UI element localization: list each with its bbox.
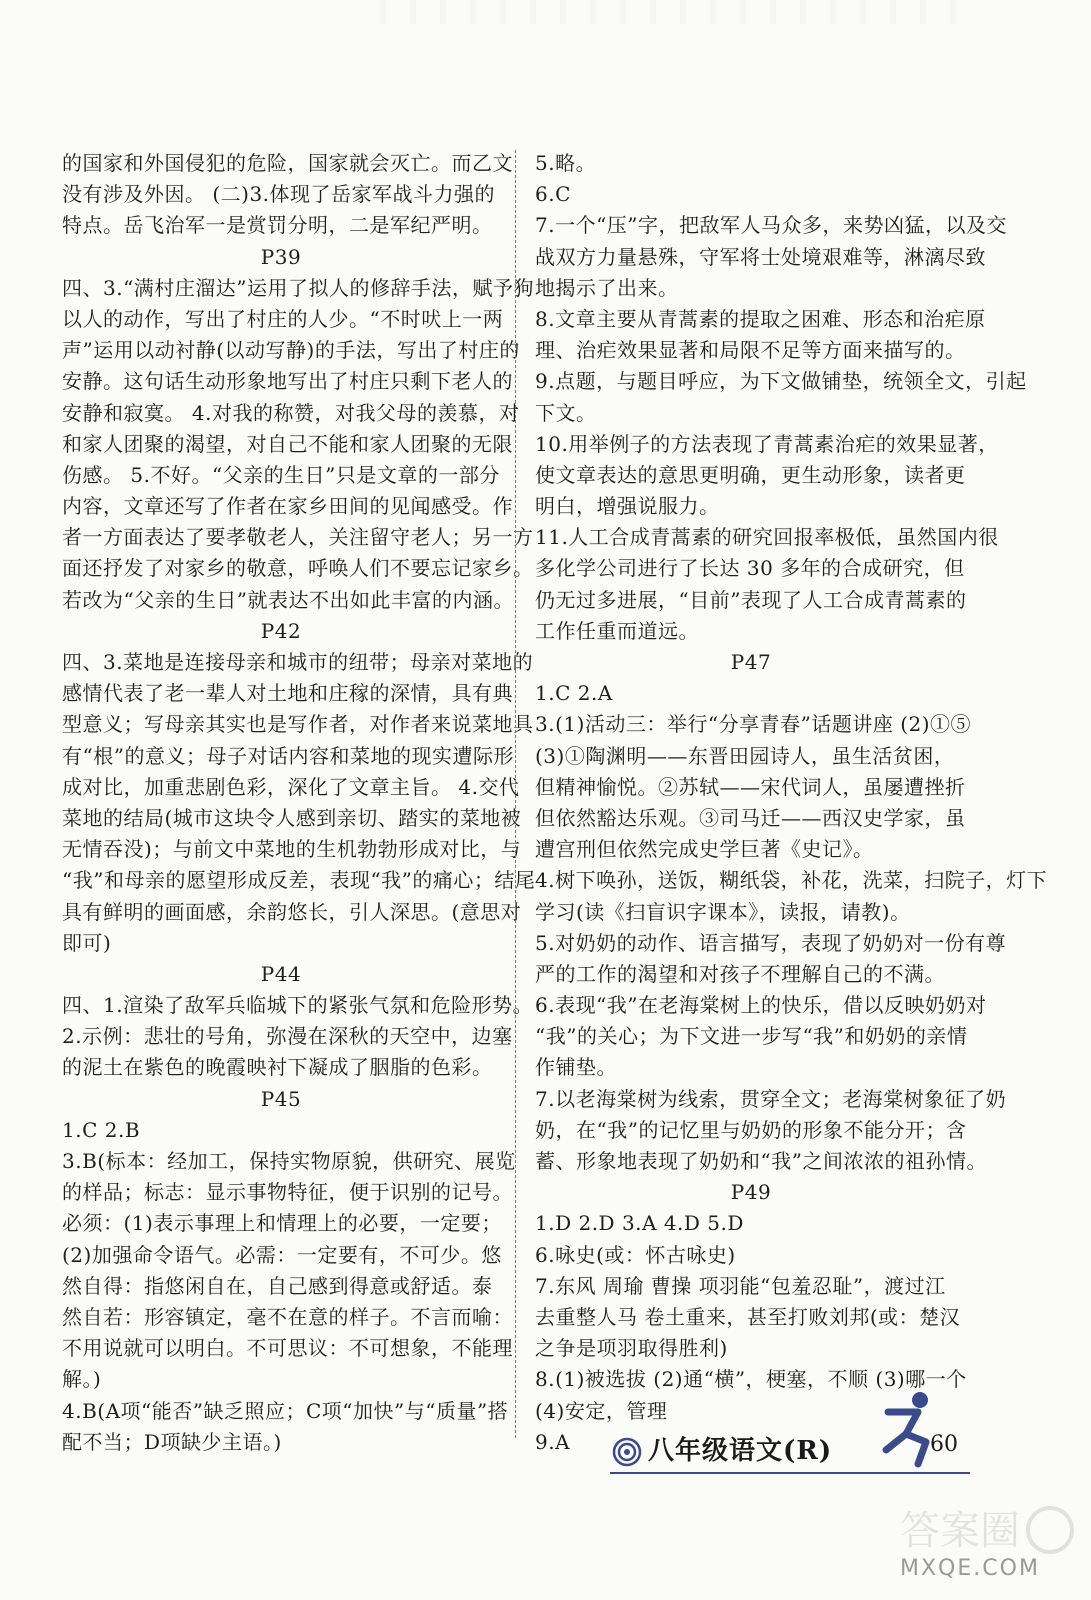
text-line: 不用说就可以明白。不可思议：不可想象，不能理 — [62, 1336, 513, 1361]
text-line: 的泥土在紫色的晚霞映衬下凝成了胭脂的色彩。 — [62, 1055, 493, 1080]
text-line: 8.(1)被选拔 (2)通“横”，梗塞，不顺 (3)哪一个 — [535, 1367, 967, 1392]
text-line: 者一方面表达了要孝敬老人，关注留守老人；另一方 — [62, 525, 534, 550]
text-line: 声”运用以动衬静(以动写静)的手法，写出了村庄的 — [62, 338, 520, 363]
text-line: 7.以老海棠树为线索，贯穿全文；老海棠树象征了奶 — [535, 1086, 1007, 1111]
text-line: 战双方力量悬殊，守军将士处境艰难等，淋漓尽致 — [535, 244, 986, 269]
text-line: 工作任重而道远。 — [535, 618, 699, 643]
text-line: 9.点题，与题目呼应，为下文做铺垫，统领全文，引起 — [535, 369, 1027, 394]
text-line: 内容，文章还写了作者在家乡田间的见闻感受。作 — [62, 494, 513, 519]
runner-icon — [868, 1390, 958, 1470]
text-line: 8.文章主要从青蒿素的提取之困难、形态和治疟原 — [535, 306, 986, 331]
text-line: 4.B(A项“能否”缺乏照应；C项“加快”与“质量”搭 — [62, 1398, 509, 1423]
text-line: 10.用举例子的方法表现了青蒿素治疟的效果显著， — [535, 431, 999, 456]
section-heading: P45 — [260, 1086, 302, 1111]
text-line: 3.B(标本：经加工，保持实物原貌，供研究、展览 — [62, 1149, 516, 1173]
text-line: 6.C — [535, 182, 571, 207]
text-line: 严的工作的渴望和对孩子不理解自己的不满。 — [535, 961, 945, 986]
footer-title: 八年级语文(R) — [648, 1436, 833, 1466]
text-line: 9.A — [535, 1429, 571, 1454]
text-line: 奶，在“我”的记忆里与奶奶的形象不能分开；含 — [535, 1117, 967, 1142]
text-line: 即可) — [62, 930, 112, 955]
text-line: (3)①陶渊明——东晋田园诗人，虽生活贫困， — [535, 743, 955, 768]
text-line: 配不当；D项缺少主语。) — [62, 1429, 282, 1454]
watermark-logo — [880, 1500, 1080, 1596]
text-line: 的样品；标志：显示事物特征，便于识别的记号。 — [62, 1180, 513, 1205]
text-line: 成对比，加重悲剧色彩，深化了文章主旨。 4.交代 — [62, 774, 520, 799]
text-line: 若改为“父亲的生日”就表达不出如此丰富的内涵。 — [62, 587, 514, 612]
text-line: 学习(读《扫盲识字课本》，读报，请教)。 — [535, 899, 911, 924]
text-line: 菜地的结局(城市这块令人感到亲切、踏实的菜地被 — [62, 805, 522, 830]
text-line: 必须：(1)表示事理上和情理上的必要，一定要； — [62, 1211, 502, 1236]
text-line: 7.一个“压”字，把敌军人马众多，来势凶猛，以及交 — [535, 213, 1008, 238]
section-heading: P47 — [730, 650, 772, 674]
text-line: 仍无过多进展，“目前”表现了人工合成青蒿素的 — [535, 587, 967, 612]
page-number: 60 — [930, 1432, 958, 1457]
text-line: 作铺垫。 — [535, 1055, 617, 1080]
text-line: 1.C 2.A — [535, 681, 613, 706]
text-line: 7.东风 周瑜 曹操 项羽能“包羞忍耻”，渡过江 — [535, 1273, 946, 1298]
text-line: 无情吞没)；与前文中菜地的生机勃勃形成对比，与 — [62, 837, 522, 862]
text-line: 明白，增强说服力。 — [535, 494, 720, 519]
text-line: 2.示例：悲壮的号角，弥漫在深秋的天空中，边塞 — [62, 1024, 513, 1049]
text-line: 4.树下唤孙，送饭，糊纸袋，补花，洗菜，扫院子，灯下 — [535, 868, 1048, 893]
text-line: 使文章表达的意思更明确，更生动形象，读者更 — [535, 462, 966, 487]
text-line: 3.(1)活动三：举行“分享青春”话题讲座 (2)①⑤ — [535, 712, 972, 737]
section-heading: P42 — [260, 618, 302, 643]
text-line: “我”和母亲的愿望形成反差，表现“我”的痛心；结尾 — [62, 868, 536, 893]
section-heading: P39 — [260, 244, 302, 269]
text-line: 感情代表了老一辈人对土地和庄稼的深情，具有典 — [62, 681, 513, 706]
text-line: 但依然豁达乐观。③司马迁——西汉史学家，虽 — [535, 805, 966, 830]
column-divider — [515, 150, 516, 1438]
text-line: 6.表现“我”在老海棠树上的快乐，借以反映奶奶对 — [535, 993, 987, 1018]
text-line: 没有涉及外因。 (二)3.体现了岳家军战斗力强的 — [62, 182, 496, 207]
text-line: 地揭示了出来。 — [535, 275, 679, 300]
text-line: 有“根”的意义；母子对话内容和菜地的现实遭际形 — [62, 743, 514, 768]
text-line: 和家人团聚的渴望，对自己不能和家人团聚的无限 — [62, 431, 513, 456]
left-column — [62, 148, 536, 1458]
text-line: 特点。岳飞治军一是赏罚分明，二是军纪严明。 — [62, 213, 493, 238]
footer-rule — [610, 1472, 970, 1474]
text-line: 的国家和外国侵犯的危险，国家就会灭亡。而乙文 — [62, 151, 513, 175]
text-line: 5.对奶奶的动作、语言描写，表现了奶奶对一份有尊 — [535, 930, 1007, 955]
spiral-icon — [612, 1437, 642, 1467]
text-line: 安静。这句话生动形象地写出了村庄只剩下老人的 — [62, 369, 513, 394]
section-heading: P49 — [730, 1180, 772, 1205]
text-line: 蓄、形象地表现了奶奶和“我”之间浓浓的祖孙情。 — [535, 1149, 987, 1173]
text-line: 多化学公司进行了长达 30 多年的合成研究，但 — [535, 556, 965, 581]
watermark-text: MXQE.COM — [900, 1556, 1040, 1581]
text-line: 11.人工合成青蒿素的研究回报率极低，虽然国内很 — [535, 525, 999, 550]
text-line: (4)安定，管理 — [535, 1398, 668, 1423]
text-line: 5.略。 — [535, 151, 597, 175]
text-line: 四、3.“满村庄溜达”运用了拟人的修辞手法，赋予狗 — [62, 275, 535, 300]
text-line: 去重整人马 卷土重来，甚至打败刘邦(或：楚汉 — [535, 1304, 961, 1329]
text-line: 四、3.菜地是连接母亲和城市的纽带；母亲对菜地的 — [62, 650, 534, 674]
text-line: 安静和寂寞。 4.对我的称赞，对我父母的羡慕，对 — [62, 400, 520, 425]
text-line: 型意义；写母亲其实也是写作者，对作者来说菜地具 — [62, 712, 534, 737]
text-line: 但精神愉悦。②苏轼——宋代词人，虽屡遭挫折 — [535, 774, 966, 799]
text-line: 1.D 2.D 3.A 4.D 5.D — [535, 1211, 744, 1236]
text-line: 然自若：形容镇定，毫不在意的样子。不言而喻： — [62, 1304, 513, 1329]
scan-noise — [380, 0, 980, 24]
text-line: 1.C 2.B — [62, 1117, 141, 1142]
text-line: 以人的动作，写出了村庄的人少。“不时吠上一两 — [62, 306, 504, 331]
text-line: 伤感。 5.不好。“父亲的生日”只是文章的一部分 — [62, 462, 500, 487]
text-line: 然自得：指悠闲自在，自己感到得意或舒适。泰 — [62, 1273, 493, 1298]
text-line: 遭宫刑但依然完成史学巨著《史记》。 — [535, 837, 874, 862]
text-line: 四、1.渲染了敌军兵临城下的紧张气氛和危险形势。 — [62, 993, 534, 1018]
text-line: 具有鲜明的画面感，余韵悠长，引人深思。(意思对 — [62, 899, 522, 924]
text-line: 解。) — [62, 1367, 102, 1392]
text-line: 下文。 — [535, 400, 597, 425]
section-heading: P44 — [260, 961, 302, 986]
text-line: 面还抒发了对家乡的敬意，呼唤人们不要忘记家乡。 — [62, 556, 534, 581]
text-line: 6.咏史(或：怀古咏史) — [535, 1242, 736, 1267]
watermark-logo-text: 答案圈 — [900, 1508, 1020, 1554]
right-column — [535, 148, 1048, 1458]
text-line: “我”的关心；为下文进一步写“我”和奶奶的亲情 — [535, 1024, 968, 1049]
text-line: 理、治疟效果显著和局限不足等方面来描写的。 — [535, 338, 966, 363]
text-line: (2)加强命令语气。必需：一定要有，不可少。悠 — [62, 1242, 502, 1267]
text-line: 之争是项羽取得胜利) — [535, 1336, 728, 1361]
